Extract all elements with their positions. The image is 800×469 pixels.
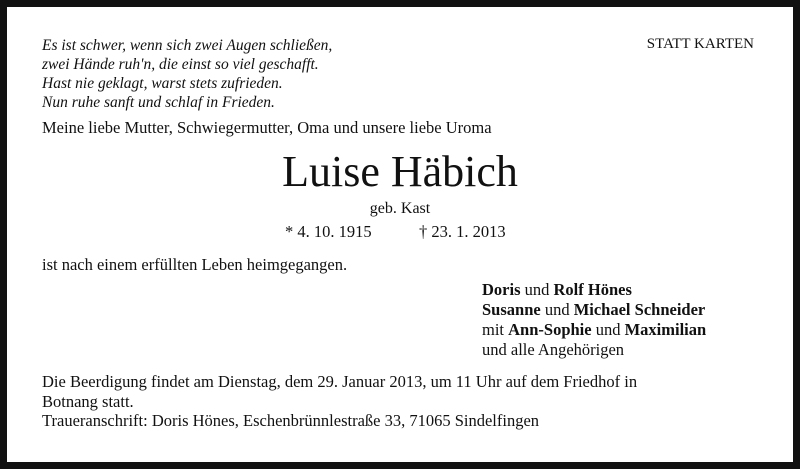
funeral-info	[42, 372, 637, 431]
statt-karten: STATT KARTEN	[646, 36, 754, 52]
intro-text: Meine liebe Mutter, Schwiegermutter, Oma und unsere liebe Uroma	[42, 118, 492, 137]
poem-line: zwei Hände ruh'n, die einst so viel geschafft.	[42, 56, 319, 73]
family-name: Susanne	[482, 300, 541, 319]
death-date: † 23. 1. 2013	[419, 222, 506, 241]
funeral-line: Die Beerdigung findet am Dienstag, dem 29. Januar 2013, um 11 Uhr auf dem Friedhof in	[42, 372, 638, 391]
family-name: Doris	[482, 280, 521, 299]
family-line	[482, 280, 706, 300]
poem-line: Hast nie geklagt, warst stets zufrieden.	[42, 75, 283, 92]
family-signatures	[482, 280, 706, 360]
maiden-name: geb. Kast	[369, 200, 431, 217]
poem-line: Nun ruhe sanft und schlaf in Frieden.	[42, 94, 275, 111]
funeral-line: Botnang statt.	[42, 391, 134, 411]
family-line	[482, 320, 706, 340]
family-name: Rolf Hönes	[553, 280, 632, 299]
poem-line: Es ist schwer, wenn sich zwei Augen schließen,	[42, 37, 333, 54]
connector-text: und	[520, 280, 554, 299]
poem	[42, 36, 332, 112]
deceased-name: Luise Häbich	[282, 147, 518, 196]
family-name: Michael Schneider	[573, 300, 706, 319]
connector-text: und	[540, 300, 574, 319]
passing-text: ist nach einem erfüllten Leben heimgegangen.	[42, 255, 348, 274]
birth-date: * 4. 10. 1915	[285, 222, 372, 241]
connector-text: und	[591, 320, 625, 339]
family-line: und alle Angehörigen	[482, 340, 625, 359]
family-name: Ann-Sophie	[508, 320, 592, 339]
family-name: Maximilian	[624, 320, 707, 339]
family-line	[482, 300, 706, 320]
connector-text: mit	[482, 320, 509, 339]
address-line: Traueranschrift: Doris Hönes, Eschenbrünnlestraße 33, 71065 Sindelfingen	[42, 411, 540, 430]
